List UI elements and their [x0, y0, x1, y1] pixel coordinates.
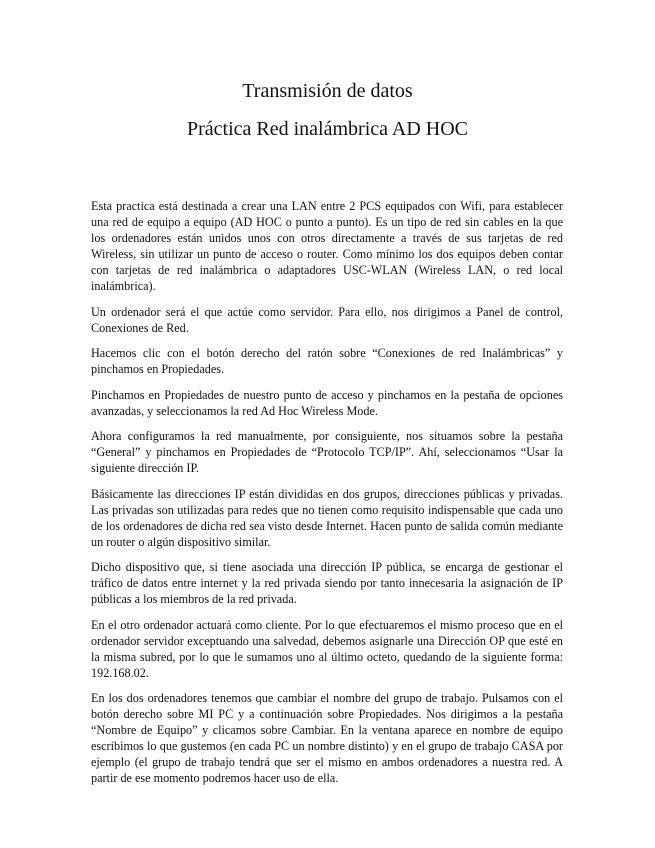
paragraph-access-point: Pinchamos en Propiedades de nuestro punto de acceso y pinchamos en la pestaña de opciones avanzadas, y seleccionamos la red Ad Hoc Wireless Mode. [91, 387, 563, 418]
title-block [0, 77, 655, 143]
paragraph-manual-config: Ahora configuramos la red manualmente, por consiguiente, nos situamos sobre la pestaña “General” y pinchamos en Propiedades de “Protocolo TCP/IP”. Ahí, seleccionamos “Usar la siguiente dirección IP. [91, 429, 563, 475]
paragraph-ip-addresses: Básicamente las direcciones IP están divididas en dos grupos, direcciones públicas y privadas. Las privadas son utilizadas para redes que no tienen como requisito indispensable que cada uno de los ordenadores de dicha red sea visto desde Internet. Hacen punto de salida común mediante un router o algún dispositivo similar. [91, 486, 563, 549]
paragraph-public-ip: Dicho dispositivo que, si tiene asociada una dirección IP pública, se encarga de gestionar el tráfico de datos entre internet y la red privada siendo por tanto innecesaria la asignación de IP públicas a los miembros de la red privada. [91, 560, 563, 606]
paragraph-intro: Esta practica está destinada a crear una LAN entre 2 PCS equipados con Wifi, para establecer una red de equipo a equipo (AD HOC o punto a punto). Es un tipo de red sin cables en la que los ordenadores están unidos unos con otros directamente a través de sus tarjetas de red Wireless, sin utilizar un punto de acceso o router. Como mínimo los dos equipos deben contar con tarjetas de red inalámbrica o adaptadores USC-WLAN (Wireless LAN, o red local inalámbrica). [91, 199, 563, 293]
document-subtitle: Práctica Red inalámbrica AD HOC [186, 118, 469, 140]
paragraph-workgroup: En los dos ordenadores tenemos que cambiar el nombre del grupo de trabajo. Pulsamos con el botón derecho sobre MI PC y a continuación sobre Propiedades. Nos dirigimos a la pestaña “Nombre de Equipo” y clicamos sobre Cambiar. En la ventana aparece en nombre de equipo escribimos lo que gustemos (en cada PC un nombre distinto) y en el grupo de trabajo CASA por ejemplo (el grupo de trabajo tendrá que ser el mismo en ambos ordenadores a nuestra red. A partir de ese momento podremos hacer uso de ella. [91, 691, 563, 785]
paragraph-client: En el otro ordenador actuará como cliente. Por lo que efectuaremos el mismo proceso que en el ordenador servidor exceptuando una salvedad, debemos asignarle una Dirección OP que esté en la misma subred, por lo que le sumamos uno al último octeto, quedando de la siguiente forma: 192.168.02. [91, 617, 563, 680]
document-body [91, 198, 563, 796]
paragraph-server: Un ordenador será el que actúe como servidor. Para ello, nos dirigimos a Panel de control, Conexiones de Red. [91, 304, 563, 335]
document-title: Transmisión de datos [242, 80, 413, 102]
paragraph-wireless-connections: Hacemos clic con el botón derecho del ratón sobre “Conexiones de red Inalámbricas” y pinchamos en Propiedades. [91, 346, 563, 376]
